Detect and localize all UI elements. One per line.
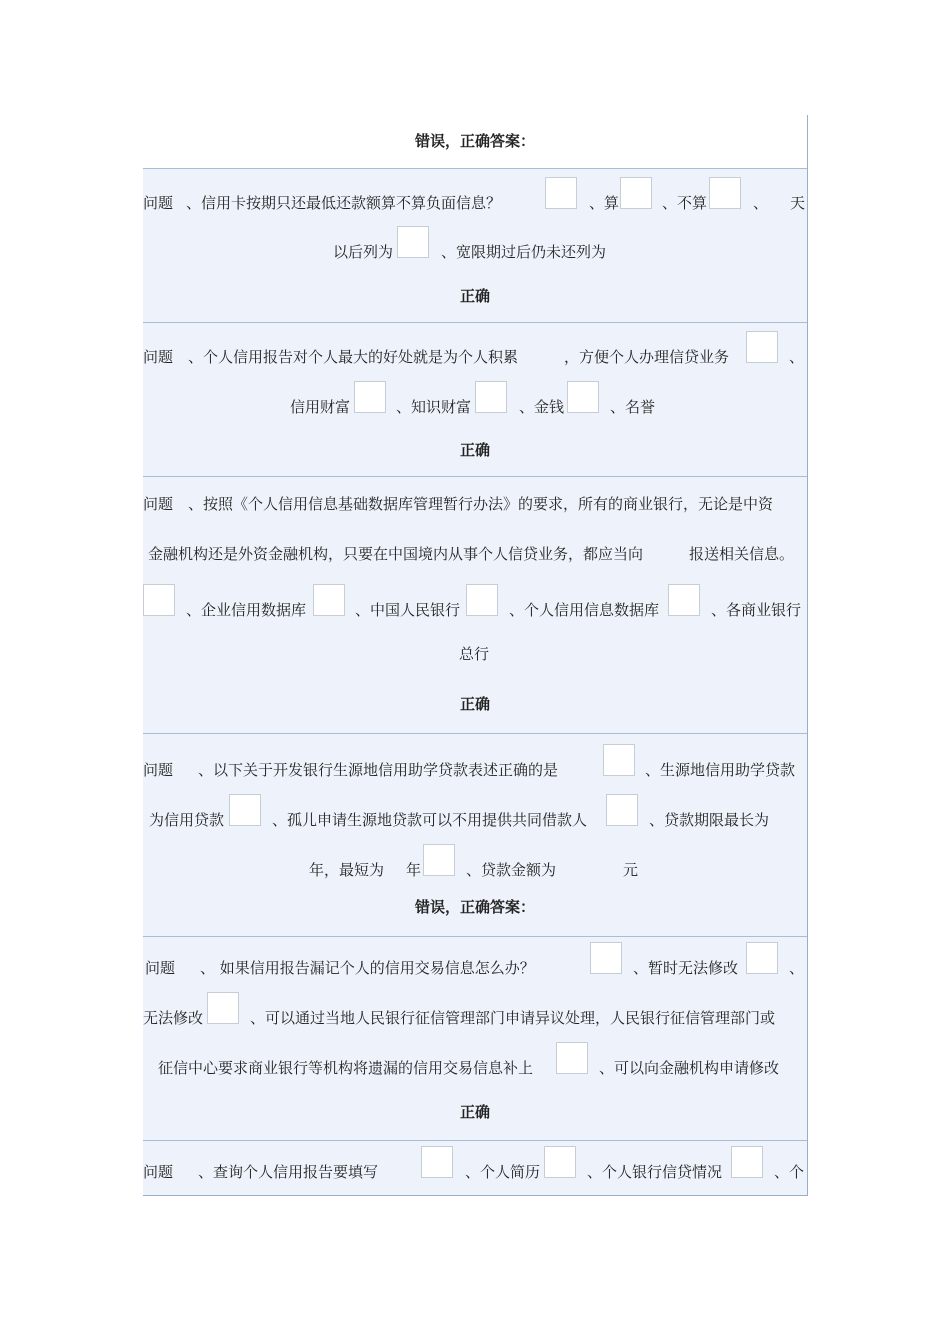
option-text: 、知识财富 [396,398,472,416]
question-text: 、信用卡按期只还最低还款额算不算负面信息？ [186,194,502,212]
option-text: 为信用贷款 [149,811,225,829]
answer-checkbox[interactable] [544,1146,576,1178]
question-text: 金融机构还是外资金融机构，只要在中国境内从事个人信贷业务，都应当向 [148,545,644,563]
question-6 [143,1140,807,1196]
question-1 [143,168,807,323]
option-text: 、孤儿申请生源地贷款可以不用提供共同借款人 [272,811,588,829]
answer-checkbox[interactable] [421,1146,453,1178]
header-result-block [143,115,807,169]
question-text: 、查询个人信用报告要填写 [198,1163,379,1181]
answer-checkbox[interactable] [668,584,700,616]
result-label: 正确 [459,441,490,459]
option-text: 、暂时无法修改 [633,959,739,977]
option-text: 、个 [774,1163,805,1181]
answer-checkbox[interactable] [746,331,778,363]
question-5 [143,936,807,1141]
answer-checkbox[interactable] [229,794,261,826]
question-label: 问题 [143,348,174,366]
option-text: 、中国人民银行 [355,601,461,619]
option-text: 元 [623,861,639,879]
answer-checkbox[interactable] [423,844,455,876]
question-text: 报送相关信息。 [689,545,795,563]
option-text: 、名誉 [610,398,656,416]
option-text: 、不算 [662,194,708,212]
question-text: 、个人信用报告对个人最大的好处就是为个人积累 [188,348,519,366]
question-label: 问题 [143,1163,174,1181]
answer-checkbox[interactable] [746,942,778,974]
result-label: 正确 [459,287,490,305]
option-text: 、金钱 [519,398,565,416]
option-text: 、个人银行信贷情况 [587,1163,723,1181]
option-text: 、可以通过当地人民银行征信管理部门申请异议处理，人民银行征信管理部门或 [250,1009,776,1027]
option-text: 总行 [459,645,490,663]
question-label: 问题 [143,495,174,513]
question-text: 、按照《个人信用信息基础数据库管理暂行办法》的要求，所有的商业银行，无论是中资 [188,495,774,513]
option-text: 、生源地信用助学贷款 [645,761,796,779]
answer-checkbox[interactable] [567,381,599,413]
result-label: 正确 [459,1103,490,1121]
option-text: 以后列为 [333,243,394,261]
answer-checkbox[interactable] [709,177,741,209]
option-text: 、贷款期限最长为 [649,811,770,829]
answer-checkbox[interactable] [556,1042,588,1074]
question-text: 、 如果信用报告漏记个人的信用交易信息怎么办？ [200,959,535,977]
question-3 [143,476,807,734]
option-text: 征信中心要求商业银行等机构将遗漏的信用交易信息补上 [158,1059,534,1077]
option-text: 、可以向金融机构申请修改 [599,1059,780,1077]
result-label: 错误，正确答案： [414,898,535,916]
answer-checkbox[interactable] [143,584,175,616]
answer-checkbox[interactable] [545,177,577,209]
option-text: 、个人信用信息数据库 [509,601,660,619]
question-label: 问题 [143,194,174,212]
question-label: 问题 [145,959,176,977]
option-text: 、各商业银行 [711,601,802,619]
question-label: 问题 [143,761,174,779]
option-text: 年 [406,861,422,879]
question-2 [143,322,807,477]
option-text: 、 [789,348,805,366]
answer-checkbox[interactable] [590,942,622,974]
option-text: 信用财富 [290,398,351,416]
answer-checkbox[interactable] [354,381,386,413]
answer-checkbox[interactable] [207,992,239,1024]
option-text: 无法修改 [143,1009,204,1027]
result-label: 错误，正确答案： [414,132,535,150]
result-label: 正确 [459,695,490,713]
answer-checkbox[interactable] [620,177,652,209]
answer-checkbox[interactable] [606,794,638,826]
quiz-results-panel [143,115,808,1196]
option-text: 、个人简历 [465,1163,541,1181]
option-text: 、 [789,959,805,977]
answer-checkbox[interactable] [731,1146,763,1178]
answer-checkbox[interactable] [466,584,498,616]
question-text: 、以下关于开发银行生源地信用助学贷款表述正确的是 [198,761,559,779]
option-text: 、算 [589,194,620,212]
option-text: 天 [790,194,806,212]
option-text: 、宽限期过后仍未还列为 [441,243,607,261]
option-text: 、企业信用数据库 [186,601,307,619]
answer-checkbox[interactable] [397,226,429,258]
question-text: ，方便个人办理信贷业务 [564,348,730,366]
option-text: 、 [753,194,769,212]
answer-checkbox[interactable] [603,744,635,776]
answer-checkbox[interactable] [313,584,345,616]
option-text: 年，最短为 [309,861,385,879]
answer-checkbox[interactable] [475,381,507,413]
option-text: 、贷款金额为 [466,861,557,879]
